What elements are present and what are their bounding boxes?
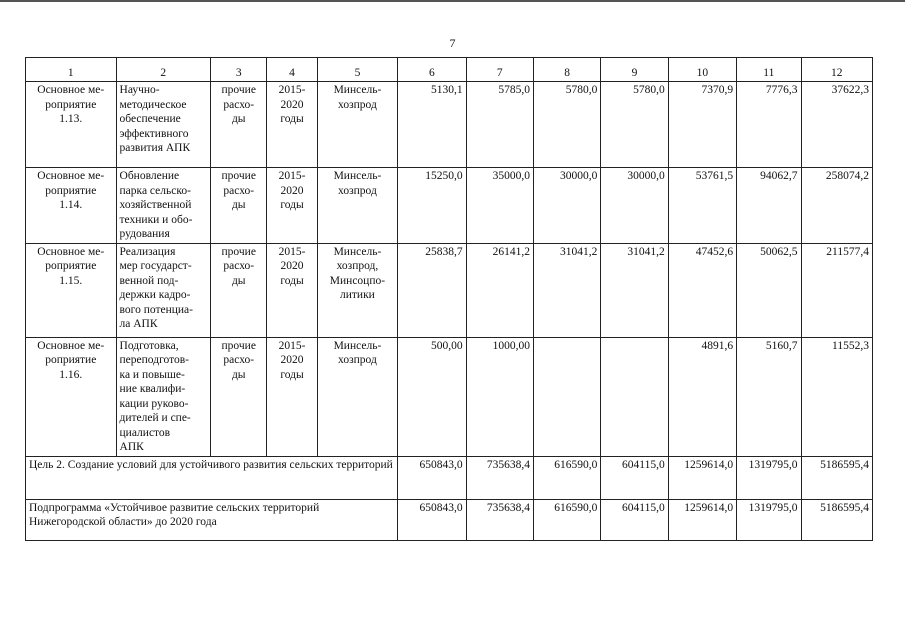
subprogram-value: 1259614,0 [668,499,736,540]
column-header: 12 [801,58,873,82]
amount-cell: 7776,3 [737,82,801,168]
executor: Минсель- хозпрод [317,168,397,244]
page-number: 7 [449,36,456,50]
amount-cell: 30000,0 [601,168,668,244]
amount-cell: 5160,7 [737,337,801,456]
expense-type: прочие расхо- ды [211,82,267,168]
goal-value: 1259614,0 [668,456,736,499]
measure-name: Обновление парка сельско- хозяйственной техники и обо- рудования [116,168,211,244]
amount-cell: 5130,1 [398,82,466,168]
goal-value: 604115,0 [601,456,668,499]
goal-value: 5186595,4 [801,456,873,499]
amount-cell: 211577,4 [801,243,873,337]
column-header: 6 [398,58,466,82]
budget-table [25,57,873,541]
measure-name: Подготовка, переподготов- ка и повыше- ние квалифи- кации руково- дителей и спе- циалистов АПК [116,337,211,456]
amount-cell: 5780,0 [601,82,668,168]
subprogram-row [26,499,873,540]
amount-cell: 47452,6 [668,243,736,337]
column-header: 9 [601,58,668,82]
subprogram-label: Подпрограмма «Устойчивое развитие сельских территорий Нижегородской области» до 2020 года [26,499,398,540]
column-header: 4 [267,58,317,82]
period: 2015- 2020 годы [267,243,317,337]
expense-type: прочие расхо- ды [211,337,267,456]
period: 2015- 2020 годы [267,168,317,244]
measure-label: Основное ме- роприятие 1.15. [26,243,117,337]
amount-cell [533,337,600,456]
column-header: 10 [668,58,736,82]
goal-value: 650843,0 [398,456,466,499]
amount-cell: 500,00 [398,337,466,456]
measure-row [26,168,873,244]
amount-cell: 4891,6 [668,337,736,456]
amount-cell: 50062,5 [737,243,801,337]
executor: Минсель- хозпрод, Минсоцпо- литики [317,243,397,337]
top-border-line [0,0,905,2]
subprogram-value: 616590,0 [533,499,600,540]
amount-cell: 35000,0 [466,168,533,244]
amount-cell: 5785,0 [466,82,533,168]
measure-row [26,82,873,168]
goal-row [26,456,873,499]
column-header: 2 [116,58,211,82]
measure-name: Научно- методическое обеспечение эффективного развития АПК [116,82,211,168]
subprogram-value: 1319795,0 [737,499,801,540]
column-header: 7 [466,58,533,82]
column-header: 5 [317,58,397,82]
column-header: 11 [737,58,801,82]
expense-type: прочие расхо- ды [211,243,267,337]
measure-label: Основное ме- роприятие 1.16. [26,337,117,456]
subprogram-value: 650843,0 [398,499,466,540]
goal-label: Цель 2. Создание условий для устойчивого развития сельских территорий [26,456,398,499]
amount-cell [601,337,668,456]
executor: Минсель- хозпрод [317,337,397,456]
column-header: 8 [533,58,600,82]
executor: Минсель- хозпрод [317,82,397,168]
amount-cell: 7370,9 [668,82,736,168]
amount-cell: 25838,7 [398,243,466,337]
column-number-row [26,58,873,82]
measure-name: Реализация мер государст- венной под- держки кадро- вого потенциа- ла АПК [116,243,211,337]
amount-cell: 26141,2 [466,243,533,337]
measure-row [26,243,873,337]
period: 2015- 2020 годы [267,82,317,168]
measure-label: Основное ме- роприятие 1.13. [26,82,117,168]
subprogram-value: 5186595,4 [801,499,873,540]
amount-cell: 30000,0 [533,168,600,244]
amount-cell: 31041,2 [533,243,600,337]
subprogram-value: 735638,4 [466,499,533,540]
amount-cell: 258074,2 [801,168,873,244]
goal-value: 616590,0 [533,456,600,499]
subprogram-value: 604115,0 [601,499,668,540]
amount-cell: 94062,7 [737,168,801,244]
amount-cell: 31041,2 [601,243,668,337]
amount-cell: 5780,0 [533,82,600,168]
amount-cell: 37622,3 [801,82,873,168]
goal-value: 1319795,0 [737,456,801,499]
measure-row [26,337,873,456]
amount-cell: 53761,5 [668,168,736,244]
measure-label: Основное ме- роприятие 1.14. [26,168,117,244]
period: 2015- 2020 годы [267,337,317,456]
column-header: 3 [211,58,267,82]
goal-value: 735638,4 [466,456,533,499]
expense-type: прочие расхо- ды [211,168,267,244]
amount-cell: 11552,3 [801,337,873,456]
amount-cell: 1000,00 [466,337,533,456]
column-header: 1 [26,58,117,82]
amount-cell: 15250,0 [398,168,466,244]
